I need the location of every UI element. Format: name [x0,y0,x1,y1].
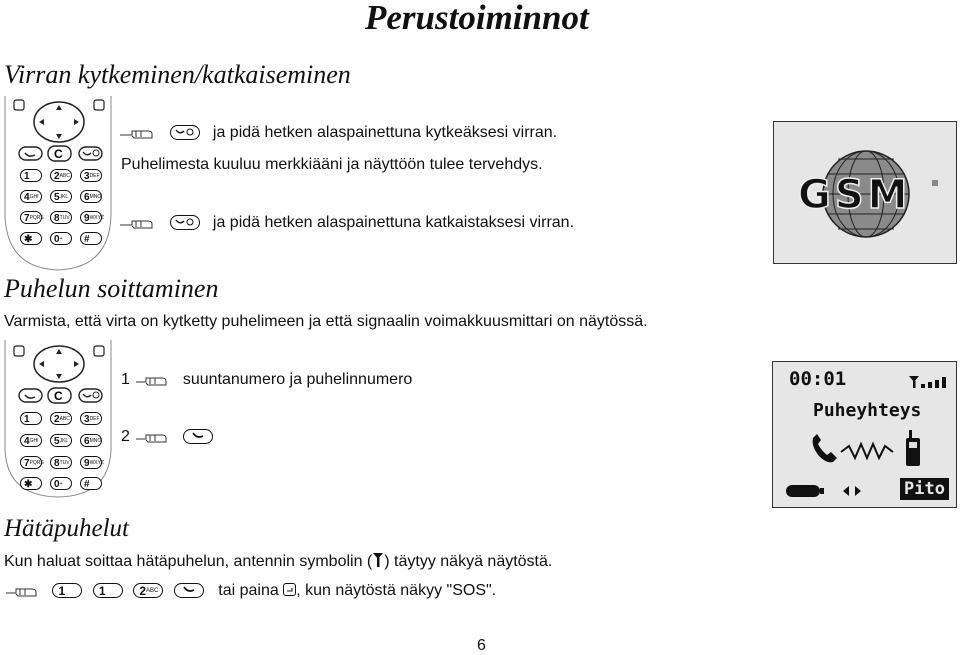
call-step-2 [121,428,213,446]
power-on-result-text: Puhelimesta kuuluu merkkiääni ja näyttöön tulee tervehdys. [121,156,543,173]
key-7: $7^{PQRS}$ [20,211,42,224]
hand-press-icon [134,429,178,445]
key-5: $5^{JKL}$ [50,190,72,203]
page-title: Perustoiminnot [365,0,589,37]
call-in-progress-display [772,361,957,508]
call-timer: 00:01 [789,368,847,390]
key-3: $3^{DEF}$ [80,412,102,425]
gsm-logo: GSM [798,172,912,218]
antenna-icon [372,552,384,568]
key-4: $4^{GHI}$ [20,434,42,447]
hand-press-icon [4,583,48,599]
antenna-text-before: Kun haluat soittaa hätäpuhelun, antennin symbolin ( [4,553,373,570]
key-8: $8^{TUV}$ [50,456,72,469]
key-2: $2^{ABC}$ [50,412,72,425]
step-1-number: 1 [121,371,130,388]
phone-keypad-illustration [2,96,114,271]
key-1: 1 [20,412,42,425]
key-3: $3^{DEF}$ [80,169,102,182]
key-star: ✱ [20,477,42,490]
call-section-heading: Puhelun soittaminen [4,274,219,303]
key-8: $8^{TUV}$ [50,211,72,224]
key-9: $9^{WXYZ}$ [80,211,102,224]
key-0: 0+ [50,232,72,245]
key-hash: # [80,232,102,245]
key-hash: # [80,477,102,490]
page-number: 6 [477,637,486,654]
key-7: $7^{PQRS}$ [20,456,42,469]
hand-press-icon [134,372,178,388]
svg-text:C: C [54,389,63,403]
call-intro-text: Varmista, että virta on kytketty puhelimeen ja että signaalin voimakkuusmittari on näytössä. [4,313,648,330]
signal-strength-icon [907,373,953,389]
key-4: $4^{GHI}$ [20,190,42,203]
softkey-icon [283,583,296,596]
power-key-icon [170,215,200,230]
call-step-1 [121,371,412,389]
hold-softkey: Pito [900,478,949,500]
step-2-number: 2 [121,428,130,445]
gsm-welcome-display [773,121,957,264]
power-section-heading: Virran kytkeminen/katkaiseminen [4,60,351,89]
key-6: $6^{MNO}$ [80,190,102,203]
emergency-key-2: $2^{ABC}$ [133,583,163,598]
battery-and-arrows-icon [783,483,863,499]
call-key-icon [174,583,204,598]
power-on-text: ja pidä hetken alaspainettuna kytkeäksesi virran. [212,124,558,141]
phone-keypad-illustration-2 [2,340,114,498]
emergency-sos-text: , kun näytöstä näkyy "SOS". [296,582,497,599]
emergency-key-1-second: 1 [93,583,123,598]
hand-press-icon [118,125,166,141]
key-2: $2^{ABC}$ [50,169,72,182]
svg-text:C: C [54,147,63,161]
key-6: $6^{MNO}$ [80,434,102,447]
key-star: ✱ [20,232,42,245]
key-9: $9^{WXYZ}$ [80,456,102,469]
emergency-dial-instruction [4,582,496,600]
antenna-text-after: ) täytyy näkyä näytöstä. [384,553,553,570]
emergency-section-heading: Hätäpuhelut [4,515,129,542]
call-status-text: Puheyhteys [813,400,922,421]
power-off-text: ja pidä hetken alaspainettuna katkaistaksesi virran. [212,214,575,231]
emergency-or-text: tai paina [218,582,279,599]
emergency-key-1: 1 [52,583,82,598]
key-5: $5^{JKL}$ [50,434,72,447]
step-1-text: suuntanumero ja puhelinnumero [182,371,413,388]
emergency-antenna-text [4,552,552,571]
hand-press-icon [118,215,166,231]
key-0: 0+ [50,477,72,490]
power-key-icon [170,125,200,140]
power-off-instruction [118,214,574,232]
call-connection-icon [803,426,933,470]
call-key-icon [183,429,213,444]
key-1: 1 [20,169,42,182]
power-on-instruction [118,124,557,142]
